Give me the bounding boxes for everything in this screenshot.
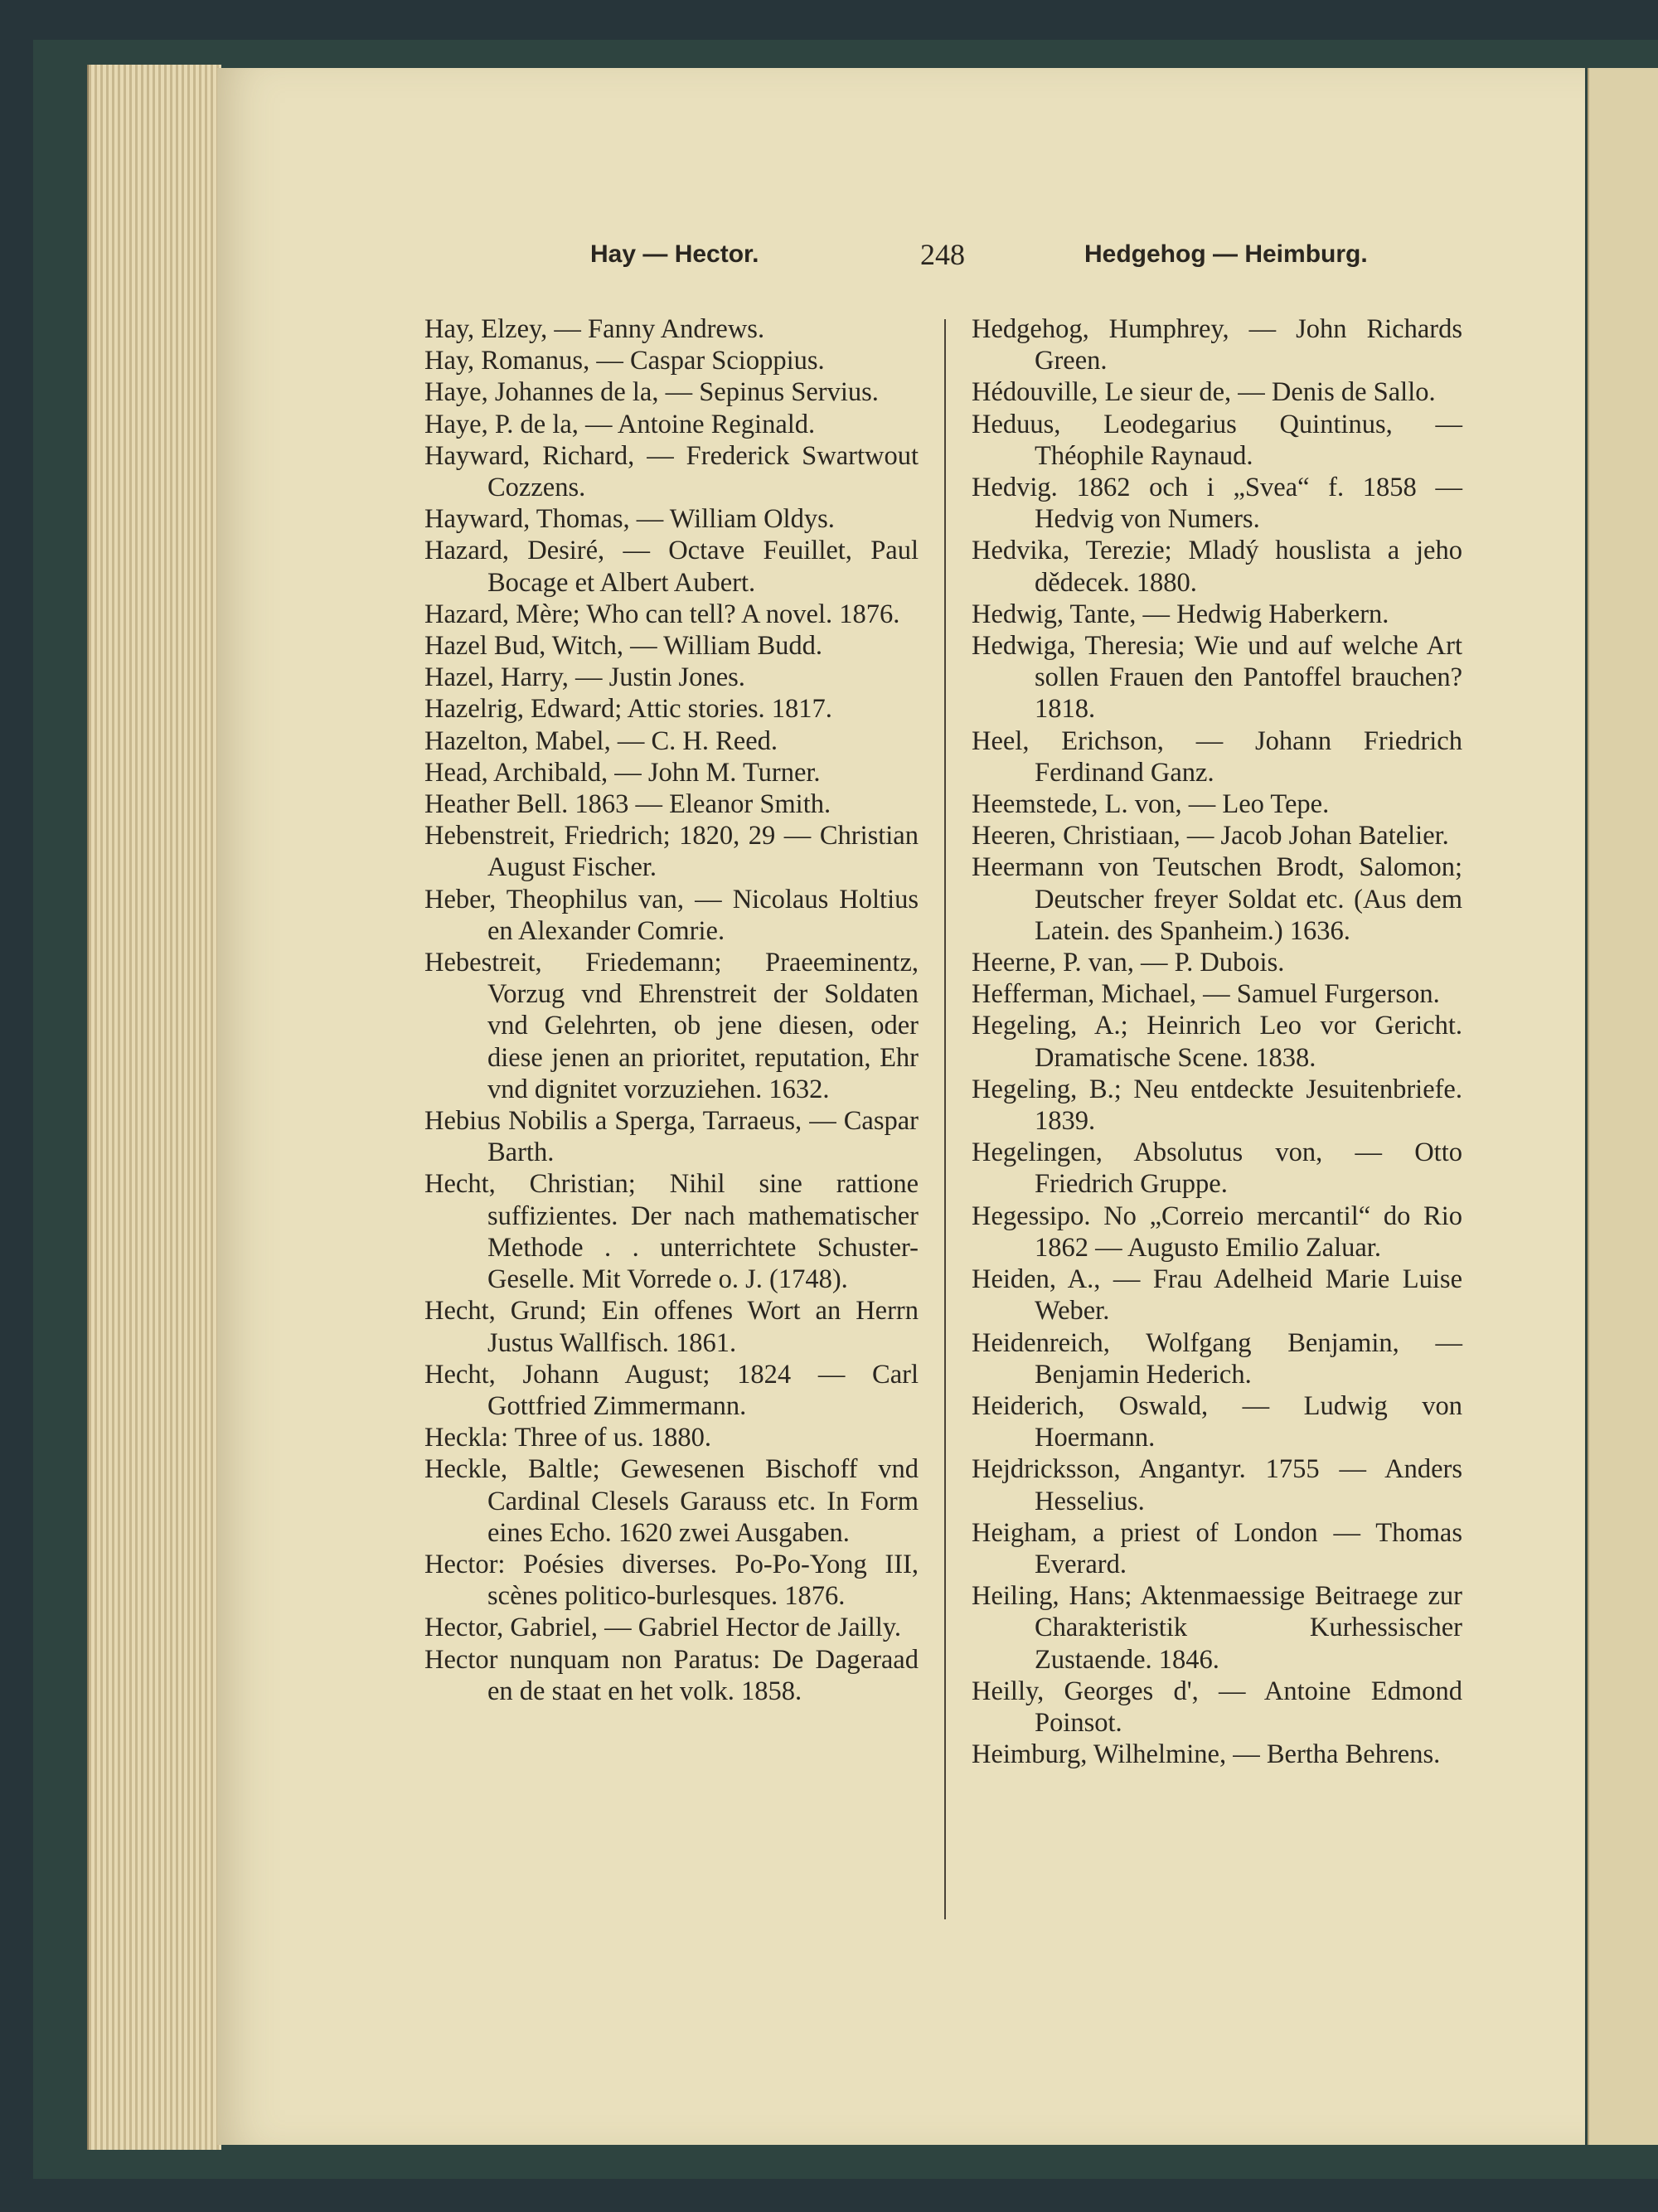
entry: Hebestreit, Friedemann; Praeeminentz, Vorzug vnd Ehrenstreit der Soldaten vnd Gelehrten, ob jene diesen, oder diese jenen an prioritet, reputation, Ehr vnd dignitet vorzuziehen. 1632. xyxy=(424,948,919,1104)
entry: Hay, Romanus, — Caspar Scioppius. xyxy=(424,346,825,376)
entry: Hegessipo. No „Correio mercantil“ do Rio 1862 — Augusto Emilio Zaluar. xyxy=(972,1201,1462,1263)
page-edges xyxy=(87,65,221,2150)
entry: Hazel, Harry, — Justin Jones. xyxy=(424,662,745,693)
entry: Heeren, Christiaan, — Jacob Johan Batelier. xyxy=(972,821,1449,851)
entry: Hedvig. 1862 och i „Svea“ f. 1858 — Hedvig von Numers. xyxy=(972,473,1462,535)
entry: Heduus, Leodegarius Quintinus, — Théophile Raynaud. xyxy=(972,409,1462,471)
entry: Hedgehog, Humphrey, — John Richards Green. xyxy=(972,314,1462,376)
entry: Hector: Poésies diverses. Po-Po-Yong III, scènes politico-burlesques. 1876. xyxy=(424,1549,919,1612)
page-number: 248 xyxy=(920,238,965,271)
entry: Hegelingen, Absolutus von, — Otto Friedrich Gruppe. xyxy=(972,1138,1462,1200)
entry: Heilly, Georges d', — Antoine Edmond Poinsot. xyxy=(972,1676,1462,1738)
entry: Head, Archibald, — John M. Turner. xyxy=(424,757,821,788)
running-head-right: Hedgehog — Heimburg. xyxy=(1084,240,1368,268)
entry: Hedvika, Terezie; Mladý houslista a jeho dědecek. 1880. xyxy=(972,536,1462,598)
entry: Haye, Johannes de la, — Sepinus Servius. xyxy=(424,377,879,408)
entry: Hebenstreit, Friedrich; 1820, 29 — Christian August Fischer. xyxy=(424,821,919,883)
entry: Heemstede, L. von, — Leo Tepe. xyxy=(972,789,1330,820)
entry: Heiling, Hans; Aktenmaessige Beitraege zur Charakteristik Kurhessischer Zustaende. 1846. xyxy=(972,1581,1462,1675)
column-divider xyxy=(944,319,946,1919)
left-column xyxy=(424,313,919,1707)
running-head-left: Hay — Hector. xyxy=(590,240,759,268)
entry: Hédouville, Le sieur de, — Denis de Sallo. xyxy=(972,377,1436,408)
entry: Heidenreich, Wolfgang Benjamin, — Benjamin Hederich. xyxy=(972,1327,1462,1390)
entry: Hejdricksson, Angantyr. 1755 — Anders Hesselius. xyxy=(972,1454,1462,1516)
entry: Hegeling, A.; Heinrich Leo vor Gericht. Dramatische Scene. 1838. xyxy=(972,1011,1462,1073)
right-column xyxy=(972,313,1462,1770)
entry: Hebius Nobilis a Sperga, Tarraeus, — Caspar Barth. xyxy=(424,1106,919,1168)
entry: Hedwig, Tante, — Hedwig Haberkern. xyxy=(972,599,1389,629)
entry: Hay, Elzey, — Fanny Andrews. xyxy=(424,314,765,344)
entry: Hazelrig, Edward; Attic stories. 1817. xyxy=(424,694,832,725)
entry: Hayward, Richard, — Frederick Swartwout Cozzens. xyxy=(424,440,919,503)
entry: Hazel Bud, Witch, — William Budd. xyxy=(424,631,823,662)
entry: Hecht, Grund; Ein offenes Wort an Herrn Justus Wallfisch. 1861. xyxy=(424,1296,919,1358)
entry: Hazard, Mère; Who can tell? A novel. 1876. xyxy=(424,599,900,629)
entry: Heather Bell. 1863 — Eleanor Smith. xyxy=(424,789,831,820)
entry: Heigham, a priest of London — Thomas Everard. xyxy=(972,1517,1462,1579)
facing-page-edge xyxy=(1588,68,1658,2145)
entry: Heel, Erichson, — Johann Friedrich Ferdinand Ganz. xyxy=(972,725,1462,788)
entry: Haye, P. de la, — Antoine Reginald. xyxy=(424,409,816,439)
entry: Heimburg, Wilhelmine, — Bertha Behrens. xyxy=(972,1739,1441,1770)
entry: Heermann von Teutschen Brodt, Salomon; Deutscher freyer Soldat etc. (Aus dem Latein. des Spanheim.) 1636. xyxy=(972,852,1462,946)
entry: Heiderich, Oswald, — Ludwig von Hoermann. xyxy=(972,1390,1462,1453)
entry: Hegeling, B.; Neu entdeckte Jesuitenbriefe. 1839. xyxy=(972,1074,1462,1137)
entry: Heber, Theophilus van, — Nicolaus Holtius en Alexander Comrie. xyxy=(424,884,919,946)
entry: Heerne, P. van, — P. Dubois. xyxy=(972,948,1285,978)
entry: Heckla: Three of us. 1880. xyxy=(424,1423,711,1453)
entry: Hecht, Johann August; 1824 — Carl Gottfried Zimmermann. xyxy=(424,1359,919,1421)
entry: Hedwiga, Theresia; Wie und auf welche Art sollen Frauen den Pantoffel brauchen? 1818. xyxy=(972,631,1462,725)
entry: Heiden, A., — Frau Adelheid Marie Luise Weber. xyxy=(972,1264,1462,1327)
entry: Hector, Gabriel, — Gabriel Hector de Jailly. xyxy=(424,1613,902,1643)
entry: Hayward, Thomas, — William Oldys. xyxy=(424,504,835,535)
entry: Hefferman, Michael, — Samuel Furgerson. xyxy=(972,979,1440,1010)
entry: Hazelton, Mabel, — C. H. Reed. xyxy=(424,725,778,756)
entry: Hector nunquam non Paratus: De Dageraad en de staat en het volk. 1858. xyxy=(424,1644,919,1706)
entry: Hazard, Desiré, — Octave Feuillet, Paul Bocage et Albert Aubert. xyxy=(424,536,919,598)
entry: Heckle, Baltle; Gewesenen Bischoff vnd Cardinal Clesels Garauss etc. In Form eines Echo. 1620 zwei Ausgaben. xyxy=(424,1454,919,1548)
entry: Hecht, Christian; Nihil sine rattione suffizientes. Der nach mathematischer Methode . . unterrichtete Schuster-Geselle. Mit Vorrede o. J. (1748). xyxy=(424,1169,919,1295)
